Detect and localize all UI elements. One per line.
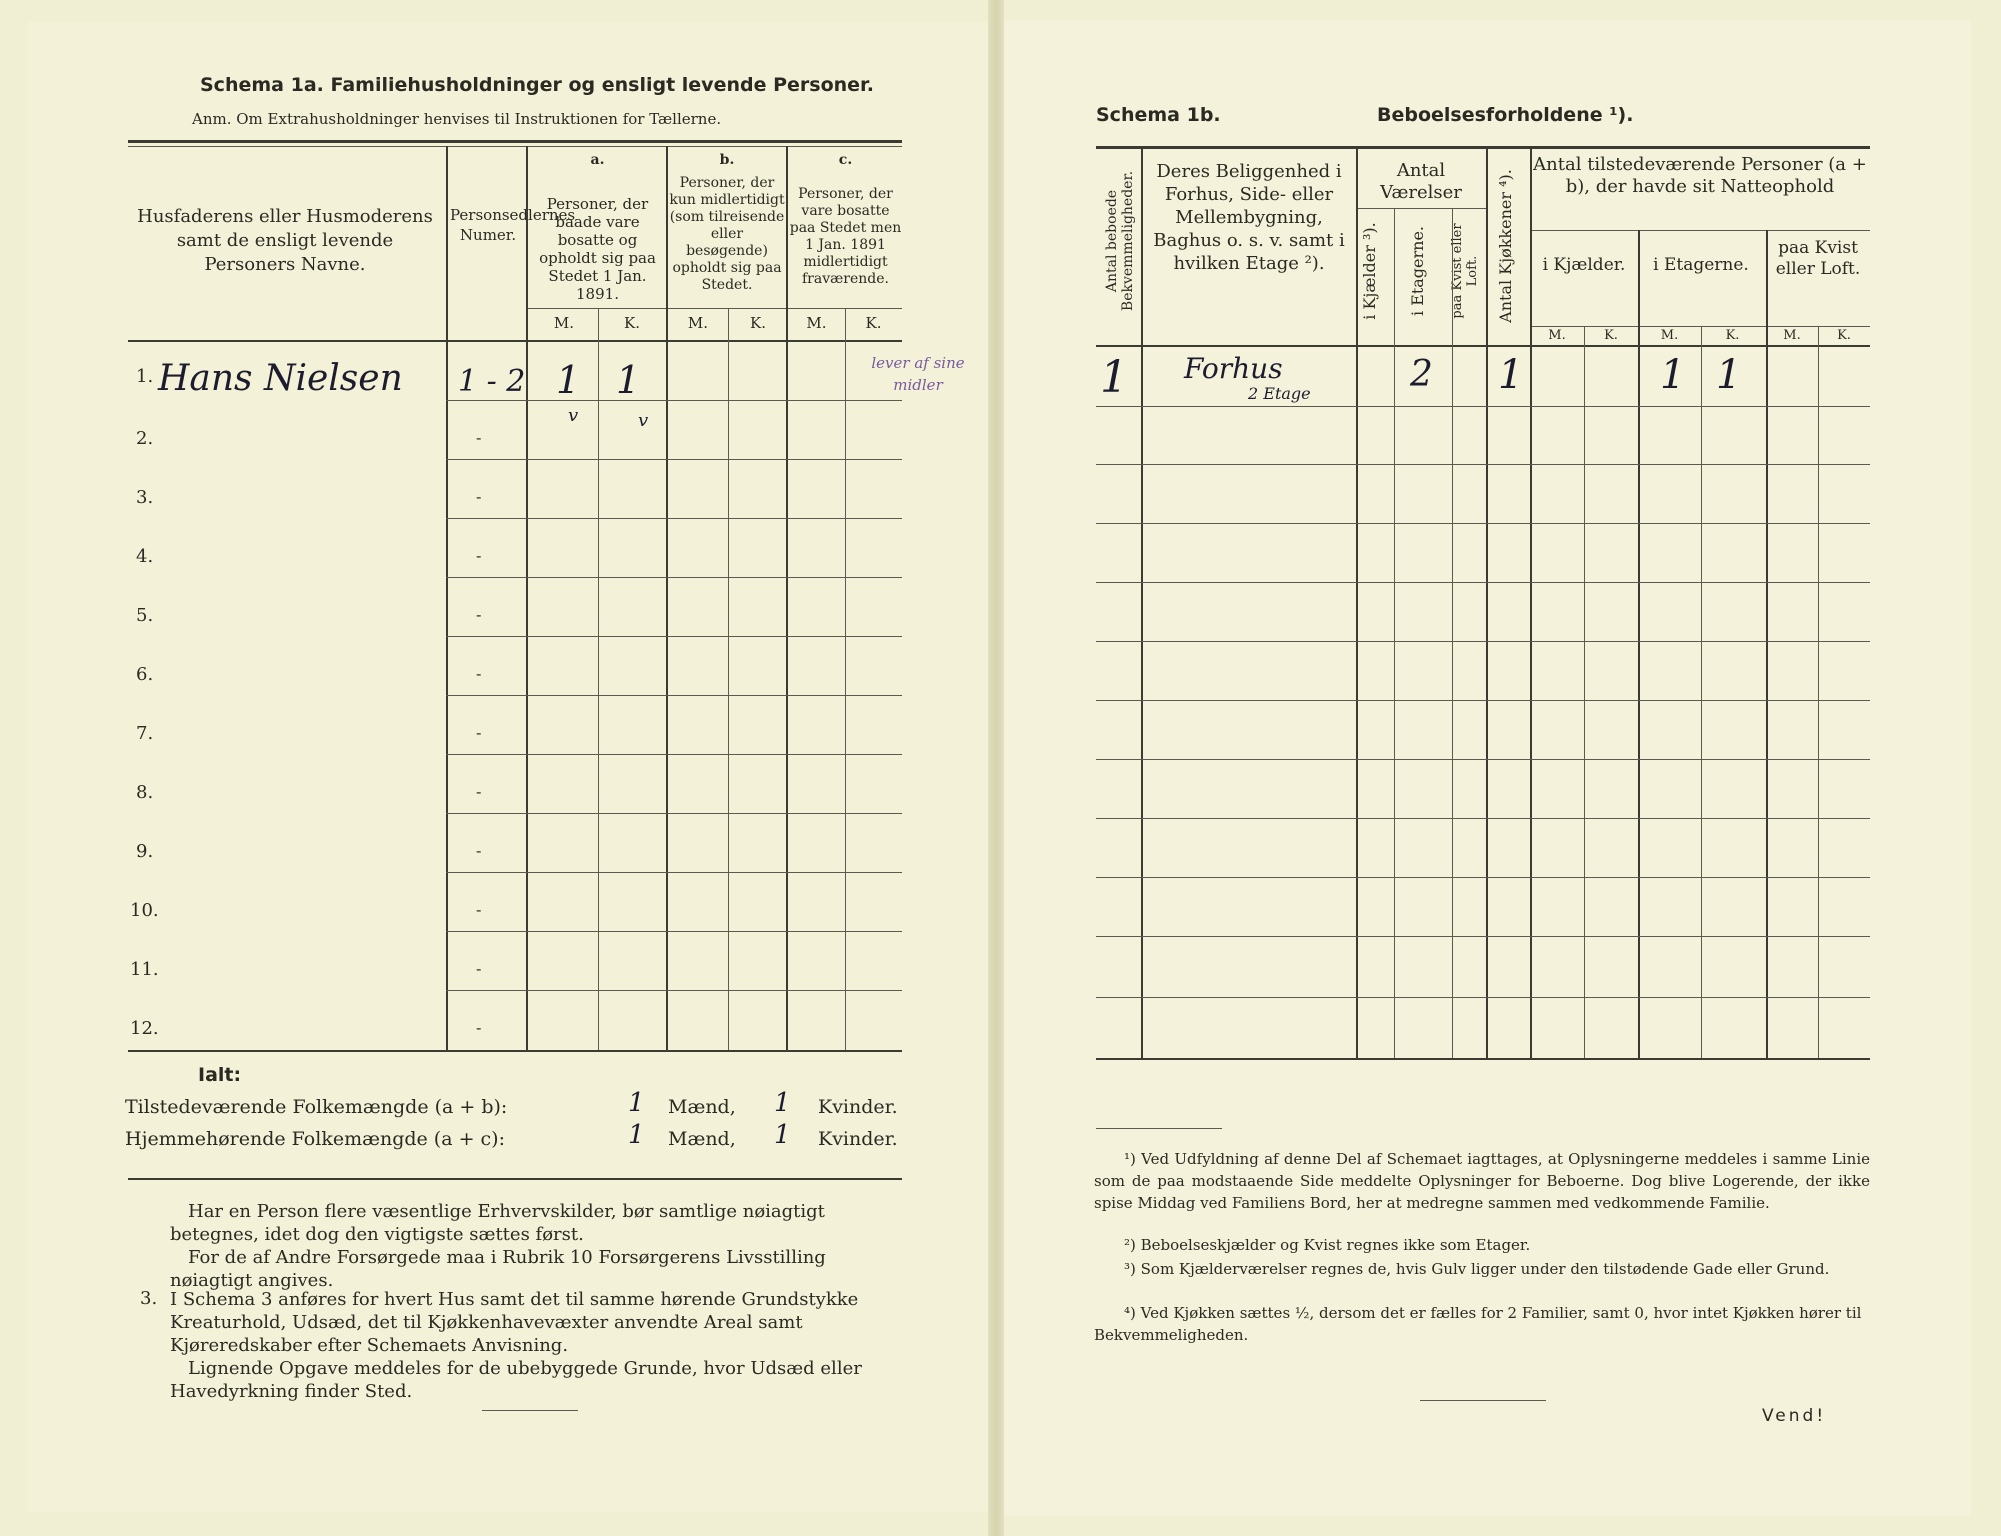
col-rule-a	[666, 146, 668, 1050]
row-num-8: -	[476, 782, 482, 801]
table-top-rule	[128, 140, 902, 143]
row-num-12: -	[476, 1018, 482, 1037]
header-name: Husfaderens eller Husmoderens samt de ensligt levende Personers Navne.	[137, 206, 433, 275]
footnote-1: ¹) Ved Udfyldning af denne Del af Schemaet iagttages, at Oplysningerne meddeles i samme Linie som de paa modstaaende Side meddelte Oplysninger for Beboerne. Dog blive Logerende, der ikke spise Middag ved Familiens Bord, her at medregne sammen med vedkommende Familie.	[1094, 1150, 1870, 1212]
r-row1-kjokken: 1	[1498, 352, 1524, 398]
r-row1-etagerne: 2	[1410, 354, 1433, 395]
anm-note: Anm. Om Extrahusholdninger henvises til Instruktionen for Tællerne.	[192, 110, 722, 128]
note-1: Har en Person flere væsentlige Erhvervskilder, bør samtlige nøiagtigt betegnes, idet dog den vigtigste sættes først.	[170, 1201, 825, 1245]
col-rule-num	[526, 146, 528, 1050]
rcol-rule-5b	[1766, 230, 1768, 1058]
c-m-label: M.	[806, 314, 827, 332]
rcol-rule-3a	[1394, 208, 1395, 1058]
row-num-6: -	[476, 664, 482, 683]
row-num-2: -	[476, 428, 482, 447]
footnote-2: ²) Beboelseskjælder og Kvist regnes ikke som Etager.	[1124, 1236, 1531, 1254]
rheader-col1: Antal beboede Bekvemmeligheder.	[1104, 170, 1136, 312]
r-row1-etage: 2 Etage	[1248, 384, 1311, 403]
header-b-letter: b.	[719, 152, 735, 168]
col-rule-name	[446, 146, 448, 1050]
header-a-letter: a.	[590, 152, 605, 168]
r-5b-k: K.	[1725, 328, 1740, 343]
tilst-label: Tilstedeværende Folkemængde (a + b):	[125, 1096, 508, 1118]
row-num-1: 1 - 2	[458, 364, 526, 399]
row-line-11	[446, 990, 902, 991]
row-line-5	[446, 636, 902, 637]
rheader-col3-divider	[1356, 208, 1486, 209]
r-row1-antal: 1	[1100, 352, 1128, 403]
b-m-label: M.	[687, 314, 709, 332]
r-5c-k: K.	[1837, 328, 1851, 343]
row-1-a-m: 1	[556, 358, 581, 402]
right-end-rule	[1420, 1400, 1546, 1401]
check-mark-a: v	[568, 405, 579, 426]
a-m-label: M.	[553, 314, 575, 332]
rheader-col3c: paa Kvist eller Loft.	[1450, 223, 1480, 319]
row-line-2	[446, 459, 902, 460]
totals-bottom-rule	[128, 1178, 902, 1180]
row-line-4	[446, 577, 902, 578]
ialt-label: Ialt:	[198, 1064, 242, 1086]
header-c: Personer, der vare bosatte paa Stedet men 1 Jan. 1891 midlertidigt fraværende.	[789, 186, 902, 287]
row-no-9: 9.	[136, 841, 154, 862]
rrow-line-1	[1096, 406, 1870, 407]
tilst-maend: Mænd,	[668, 1096, 736, 1118]
footnote-4: ⁴) Ved Kjøkken sættes ½, dersom det er fælles for 2 Familier, samt 0, hvor intet Kjøkken hører til Bekvemmeligheden.	[1094, 1304, 1862, 1344]
row-line-6	[446, 695, 902, 696]
r-5c-m: M.	[1783, 328, 1801, 343]
rcol-rule-4	[1530, 146, 1532, 1058]
row-no-10: 10.	[130, 900, 159, 921]
row-no-5: 5.	[136, 605, 154, 626]
rcol-rule-5a-mk	[1584, 326, 1585, 1058]
row-num-11: -	[476, 959, 482, 978]
rrow-line-3	[1096, 523, 1870, 524]
header-b: Personer, der kun midlertidigt (som tilreisende eller besøgende) opholdt sig paa Stedet.	[669, 175, 785, 293]
table-bottom-rule	[128, 1050, 902, 1052]
rrow-line-8	[1096, 818, 1870, 819]
rheader-col5a: i Kjælder.	[1542, 255, 1626, 275]
col-rule-a-mk	[598, 308, 599, 1050]
rheader-col3b: i Etagerne.	[1408, 225, 1427, 317]
header-c-letter: c.	[838, 152, 853, 168]
header-a: Personer, der baade vare bosatte og opholdt sig paa Stedet 1 Jan. 1891.	[539, 195, 656, 303]
rtable-top-rule	[1096, 146, 1870, 149]
row-no-3: 3.	[136, 487, 154, 508]
rrow-line-9	[1096, 877, 1870, 878]
row-no-2: 2.	[136, 428, 154, 449]
footnote-3: ³) Som Kjælderværelser regnes de, hvis Gulv ligger under den tilstødende Gade eller Grund.	[1124, 1260, 1830, 1278]
rheader-col3: Antal Værelser	[1380, 160, 1462, 203]
hjem-kvinder: Kvinder.	[818, 1128, 898, 1150]
row-num-10: -	[476, 900, 482, 919]
row-line-8	[446, 813, 902, 814]
rcol-rule-5c-mk	[1818, 326, 1819, 1058]
note-4: Lignende Opgave meddeles for de ubebyggede Grunde, hvor Udsæd eller Havedyrkning finder Sted.	[170, 1358, 862, 1402]
schema-1a-title: Schema 1a. Familiehusholdninger og ensligt levende Personer.	[200, 74, 874, 96]
rrow-line-4	[1096, 582, 1870, 583]
row-no-6: 6.	[136, 664, 154, 685]
rrow-line-2	[1096, 464, 1870, 465]
row-no-4: 4.	[136, 546, 154, 567]
header-num: Personsedlernes Numer.	[450, 206, 576, 244]
col-rule-b	[786, 146, 788, 1050]
hjem-label: Hjemmehørende Folkemængde (a + c):	[125, 1128, 505, 1150]
row-no-11: 11.	[130, 959, 159, 980]
hjem-k-value: 1	[774, 1120, 791, 1150]
r-row1-etage-m: 1	[1660, 352, 1686, 398]
row-num-4: -	[476, 546, 482, 565]
b-k-label: K.	[750, 314, 766, 332]
rcol-rule-3b	[1452, 208, 1453, 1058]
left-end-rule	[482, 1410, 578, 1411]
rrow-line-5	[1096, 641, 1870, 642]
col-rule-b-mk	[728, 308, 729, 1050]
check-mark-k: v	[638, 410, 649, 431]
tilst-kvinder: Kvinder.	[818, 1096, 898, 1118]
rcol-rule-2	[1356, 146, 1358, 1058]
note-3: I Schema 3 anføres for hvert Hus samt det til samme hørende Grundstykke Kreaturhold, Udsæd, det til Kjøkkenhavevæxter anvendte Areal samt Kjøreredskaber efter Schemaets Anvisning.	[170, 1289, 859, 1356]
row-no-12: 12.	[130, 1018, 159, 1039]
row-num-9: -	[476, 841, 482, 860]
schema-1b-subtitle: Beboelsesforholdene ¹).	[1377, 104, 1634, 126]
rheader-col5c: paa Kvist eller Loft.	[1775, 238, 1861, 279]
rheader-col5: Antal tilstedeværende Personer (a + b), der havde sit Natteophold	[1533, 154, 1867, 197]
rcol-rule-3	[1486, 146, 1488, 1058]
rheader-col2: Deres Beliggenhed i Forhus, Side- eller Mellembygning, Baghus o. s. v. samt i hvilken Etage ²).	[1153, 161, 1345, 274]
hjem-maend: Mænd,	[668, 1128, 736, 1150]
rtable-bottom-rule	[1096, 1058, 1870, 1060]
row-no-1: 1.	[136, 366, 154, 387]
note-3-num: 3.	[140, 1288, 158, 1309]
vend-label: Vend!	[1762, 1406, 1827, 1426]
row-num-7: -	[476, 723, 482, 742]
rheader-col5-divider	[1530, 230, 1870, 231]
rheader-col3a: i Kjælder ³).	[1360, 222, 1379, 320]
rheader-bottom-rule	[1096, 345, 1870, 347]
r-row1-beliggenhed: Forhus	[1184, 352, 1283, 385]
col-rule-c-mk	[845, 308, 846, 1050]
r-row1-etage-k: 1	[1716, 352, 1742, 398]
row-no-7: 7.	[136, 723, 154, 744]
c-k-label: K.	[865, 314, 882, 332]
row-no-8: 8.	[136, 782, 154, 803]
rheader-col4: Antal Kjøkkener ⁴).	[1496, 169, 1515, 323]
rheader-col5b: i Etagerne.	[1653, 255, 1749, 275]
rcol-rule-1	[1141, 146, 1143, 1058]
page-spine	[988, 0, 1004, 1536]
tilst-k-value: 1	[774, 1088, 791, 1118]
row-line-1	[446, 400, 902, 401]
rcol-rule-5b-mk	[1701, 326, 1702, 1058]
row-line-10	[446, 931, 902, 932]
schema-1b-title: Schema 1b.	[1096, 104, 1221, 126]
row-line-3	[446, 518, 902, 519]
row-num-3: -	[476, 487, 482, 506]
rrow-line-6	[1096, 700, 1870, 701]
rcol-rule-5a	[1638, 230, 1640, 1058]
rrow-line-7	[1096, 759, 1870, 760]
row-1-note: lever af sine midler	[871, 354, 965, 394]
r-5b-m: M.	[1660, 328, 1679, 343]
rrow-line-11	[1096, 997, 1870, 998]
hjem-m-value: 1	[628, 1120, 645, 1150]
a-k-label: K.	[624, 314, 640, 332]
tilst-m-value: 1	[628, 1088, 645, 1118]
rheader-mk-divider	[1530, 326, 1870, 327]
r-5a-m: M.	[1548, 328, 1566, 343]
row-1-name: Hans Nielsen	[158, 358, 403, 399]
rrow-line-10	[1096, 936, 1870, 937]
note-2: For de af Andre Forsørgede maa i Rubrik 10 Forsørgerens Livsstilling nøiagtigt angives.	[170, 1247, 826, 1291]
r-5a-k: K.	[1604, 328, 1618, 343]
footnote-rule	[1096, 1128, 1222, 1129]
row-line-9	[446, 872, 902, 873]
row-1-a-k: 1	[616, 358, 641, 402]
row-num-5: -	[476, 605, 482, 624]
row-line-7	[446, 754, 902, 755]
